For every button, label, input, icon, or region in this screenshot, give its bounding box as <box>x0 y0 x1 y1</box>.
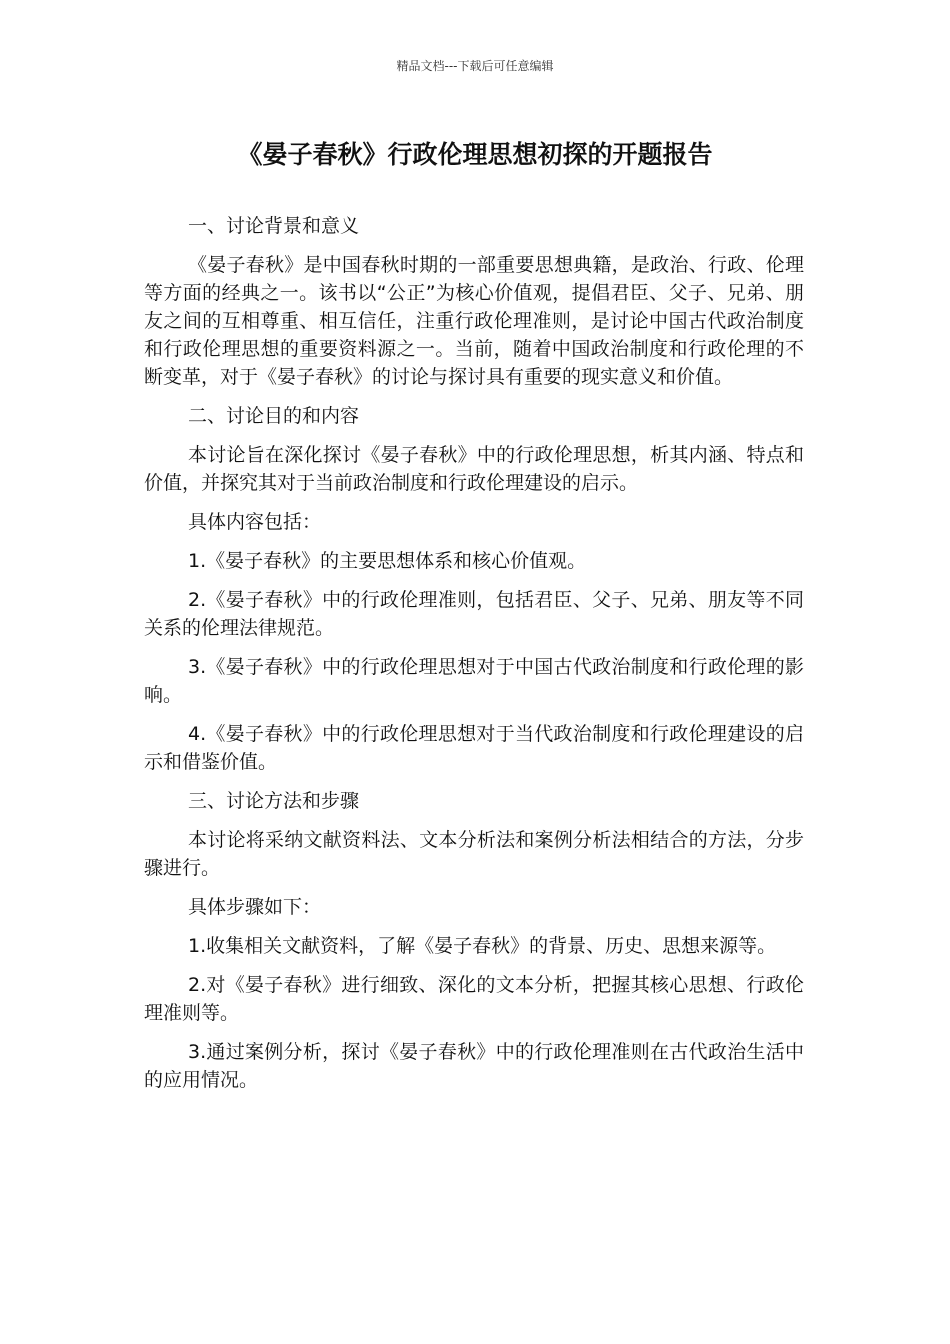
list-item-step-2: 2.对《晏子春秋》进行细致、深化的文本分析，把握其核心思想、行政伦理准则等。 <box>144 974 804 1024</box>
document-title: 《晏子春秋》行政伦理思想初探的开题报告 <box>237 140 713 169</box>
paragraph-steps-intro: 具体步骤如下： <box>188 896 322 918</box>
paragraph-content-intro: 具体内容包括： <box>188 511 322 533</box>
list-item-content-4: 4.《晏子春秋》中的行政伦理思想对于当代政治制度和行政伦理建设的启示和借鉴价值。 <box>144 723 804 773</box>
document-body <box>144 212 804 1105</box>
list-item-content-1: 1.《晏子春秋》的主要思想体系和核心价值观。 <box>188 550 587 572</box>
list-item-content-2: 2.《晏子春秋》中的行政伦理准则，包括君臣、父子、兄弟、朋友等不同关系的伦理法律规范。 <box>144 589 804 639</box>
header-note: 精品文档---下载后可任意编辑 <box>396 59 554 73</box>
list-item-step-3: 3.通过案例分析，探讨《晏子春秋》中的行政伦理准则在古代政治生活中的应用情况。 <box>144 1041 804 1091</box>
section-heading-background: 一、讨论背景和意义 <box>188 215 360 237</box>
section-heading-purpose: 二、讨论目的和内容 <box>188 405 360 427</box>
list-item-content-3: 3.《晏子春秋》中的行政伦理思想对于中国古代政治制度和行政伦理的影响。 <box>144 656 804 706</box>
paragraph-background: 《晏子春秋》是中国春秋时期的一部重要思想典籍，是政治、行政、伦理等方面的经典之一。该书以“公正”为核心价值观，提倡君臣、父子、兄弟、朋友之间的互相尊重、相互信任，注重行政伦理准则，是讨论中国古代政治制度和行政伦理思想的重要资料源之一。当前，随着中国政治制度和行政伦理的不断变革，对于《晏子春秋》的讨论与探讨具有重要的现实意义和价值。 <box>144 254 804 388</box>
section-heading-method: 三、讨论方法和步骤 <box>188 790 360 812</box>
paragraph-purpose: 本讨论旨在深化探讨《晏子春秋》中的行政伦理思想，析其内涵、特点和价值，并探究其对于当前政治制度和行政伦理建设的启示。 <box>144 444 804 494</box>
paragraph-method: 本讨论将采纳文献资料法、文本分析法和案例分析法相结合的方法，分步骤进行。 <box>144 829 804 879</box>
list-item-step-1: 1.收集相关文献资料，了解《晏子春秋》的背景、历史、思想来源等。 <box>188 935 777 957</box>
